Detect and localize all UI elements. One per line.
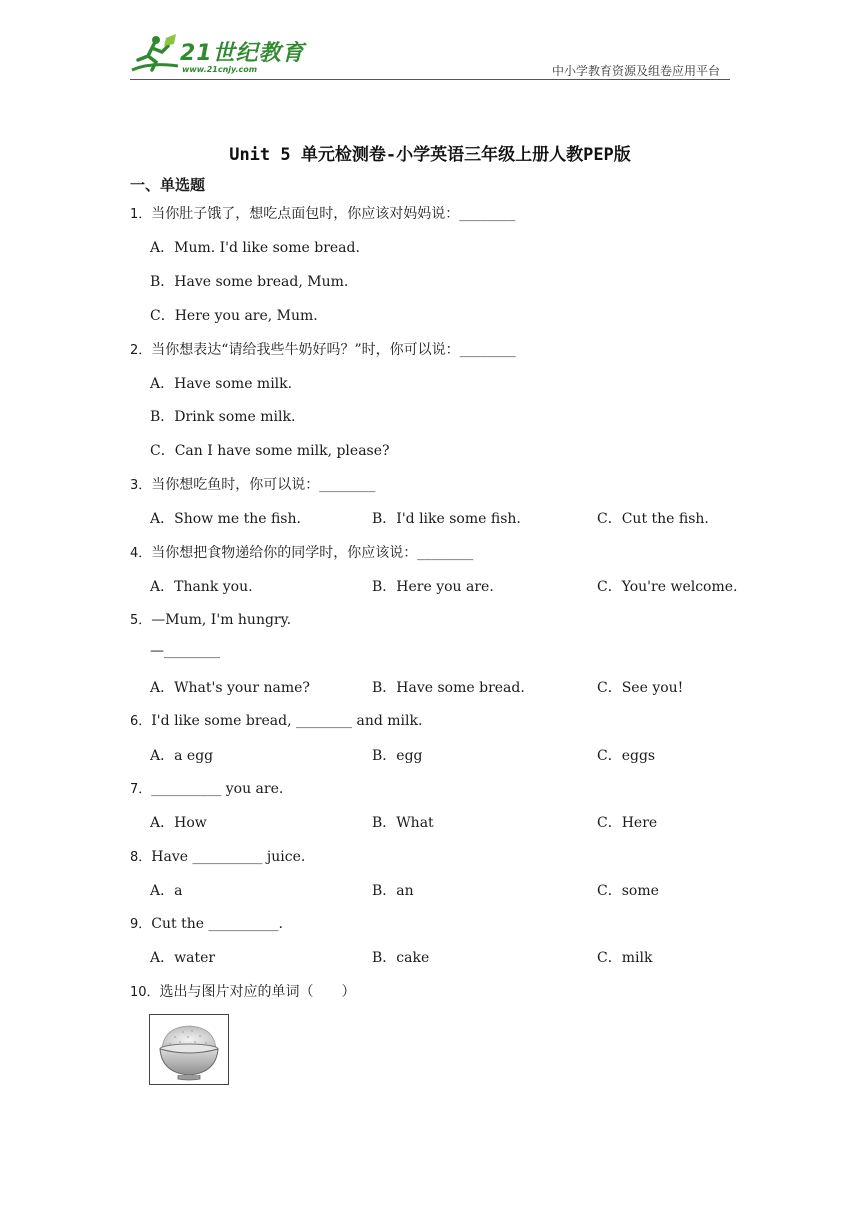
q9-option-b[interactable]: B．cake	[372, 950, 430, 966]
q9-option-a[interactable]: A．water	[150, 950, 216, 966]
q2-option-b[interactable]: B．Drink some milk.	[150, 409, 296, 425]
question-number: 7．	[130, 782, 152, 797]
question-1	[130, 203, 515, 223]
question-number: 1．	[130, 207, 152, 222]
q9-option-c[interactable]: C．milk	[597, 950, 653, 966]
q1-option-a[interactable]: A．Mum. I'd like some bread.	[150, 240, 360, 256]
q6-option-b[interactable]: B．egg	[372, 748, 423, 764]
page-header	[130, 28, 730, 82]
question-text: —Mum, I'm hungry.	[151, 612, 292, 628]
question-text: 选出与图片对应的单词（ ）	[159, 984, 356, 1000]
logo-brand-text: 21世纪教育	[180, 41, 305, 66]
question-text: Cut the __________.	[151, 916, 283, 932]
question-10-picture	[149, 1014, 229, 1085]
question-3	[130, 474, 375, 494]
header-divider	[130, 79, 730, 80]
question-6	[130, 710, 422, 729]
question-number: 6．	[130, 714, 152, 729]
question-text: __________ you are.	[151, 781, 284, 797]
question-number: 8．	[130, 850, 152, 865]
question-text: Have __________ juice.	[151, 849, 306, 865]
platform-name: 中小学教育资源及组卷应用平台	[551, 64, 720, 78]
question-9	[130, 913, 283, 932]
rice-bowl-icon	[150, 1015, 228, 1084]
q1-option-b[interactable]: B．Have some bread, Mum.	[150, 274, 349, 290]
question-10	[130, 981, 356, 1001]
q4-option-b[interactable]: B．Here you are.	[372, 579, 494, 595]
q8-option-b[interactable]: B．an	[372, 883, 414, 899]
section-heading: 一、单选题	[130, 176, 206, 194]
q3-option-c[interactable]: C．Cut the fish.	[597, 511, 709, 527]
question-number: 5．	[130, 613, 152, 628]
question-8	[130, 846, 305, 865]
q4-option-a[interactable]: A．Thank you.	[150, 579, 253, 595]
site-logo[interactable]	[130, 32, 305, 76]
q8-option-a[interactable]: A．a	[150, 883, 183, 899]
logo-url-text: www.21cnjy.com	[182, 65, 258, 74]
q8-option-c[interactable]: C．some	[597, 883, 659, 899]
q3-option-b[interactable]: B．I'd like some fish.	[372, 511, 521, 527]
q7-option-a[interactable]: A．How	[150, 815, 207, 831]
q7-option-b[interactable]: B．What	[372, 815, 434, 831]
question-number: 2．	[130, 343, 152, 358]
question-number: 9．	[130, 917, 152, 932]
question-number: 4．	[130, 546, 152, 561]
question-text: 当你想吃鱼时，你可以说：________	[151, 477, 376, 493]
q4-option-c[interactable]: C．You're welcome.	[597, 579, 738, 595]
question-7	[130, 778, 283, 797]
q6-option-a[interactable]: A．a egg	[150, 748, 214, 764]
runner-logo-icon	[130, 32, 182, 76]
q6-option-c[interactable]: C．eggs	[597, 748, 656, 764]
q3-option-a[interactable]: A．Show me the fish.	[150, 511, 301, 527]
question-text: 当你想表达“请给我些牛奶好吗？”时，你可以说：________	[151, 342, 516, 358]
page-title: Unit 5 单元检测卷-小学英语三年级上册人教PEP版	[229, 145, 631, 165]
question-4	[130, 542, 473, 562]
question-5-response-line: —________	[150, 643, 220, 659]
question-5	[130, 609, 291, 628]
q5-option-b[interactable]: B．Have some bread.	[372, 680, 525, 696]
question-2	[130, 339, 516, 359]
q2-option-c[interactable]: C．Can I have some milk, please?	[150, 443, 390, 459]
question-number: 3．	[130, 478, 152, 493]
q5-option-c[interactable]: C．See you!	[597, 680, 684, 696]
question-text: I'd like some bread, ________ and milk.	[151, 713, 423, 729]
q5-option-a[interactable]: A．What's your name?	[150, 680, 310, 696]
question-text: 当你肚子饿了，想吃点面包时，你应该对妈妈说：________	[151, 206, 516, 222]
q7-option-c[interactable]: C．Here	[597, 815, 658, 831]
question-text: 当你想把食物递给你的同学时，你应该说：________	[151, 545, 474, 561]
question-number: 10．	[130, 985, 160, 1000]
q1-option-c[interactable]: C．Here you are, Mum.	[150, 308, 318, 324]
q2-option-a[interactable]: A．Have some milk.	[150, 376, 293, 392]
